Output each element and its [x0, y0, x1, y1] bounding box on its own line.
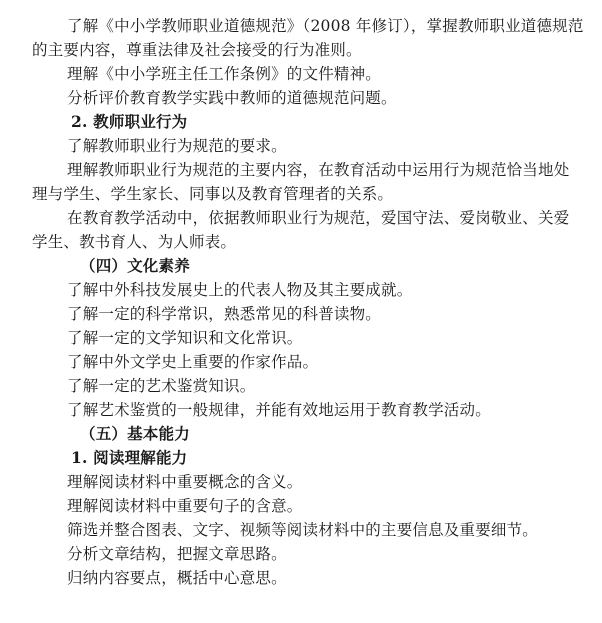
text-line: 了解教师职业行为规范的要求。 — [67, 137, 287, 155]
text-line: 理解教师职业行为规范的主要内容，在教育活动中运用行为规范恰当地处 — [67, 161, 570, 179]
text-line: 理与学生、学生家长、同事以及教育管理者的关系。 — [32, 185, 394, 203]
text-line: 理解《中小学班主任工作条例》的文件精神。 — [67, 65, 382, 83]
section-heading: 1. 阅读理解能力 — [71, 448, 188, 467]
text-line: 归纳内容要点，概括中心意思。 — [67, 569, 287, 587]
text-line: 了解《中小学教师职业道德规范》（2008 年修订），掌握教师职业道德规范 — [67, 17, 584, 35]
text-line: 理解阅读材料中重要句子的含意。 — [67, 497, 303, 515]
text-line: 学生、教书育人、为人师表。 — [32, 233, 237, 251]
section-heading: 2. 教师职业行为 — [71, 112, 188, 131]
text-line: 了解一定的艺术鉴赏知识。 — [67, 377, 256, 395]
section-heading: （五）基本能力 — [80, 424, 190, 443]
text-line: 了解中外文学史上重要的作家作品。 — [67, 353, 319, 371]
text-line: 筛选并整合图表、文字、视频等阅读材料中的主要信息及重要细节。 — [67, 521, 539, 539]
text-line: 了解一定的科学常识，熟悉常见的科普读物。 — [67, 305, 382, 323]
section-heading: （四）文化素养 — [80, 256, 190, 275]
text-line: 的主要内容，尊重法律及社会接受的行为准则。 — [32, 41, 362, 59]
text-line: 了解艺术鉴赏的一般规律，并能有效地运用于教育教学活动。 — [67, 401, 491, 419]
text-line: 分析文章结构，把握文章思路。 — [67, 545, 287, 563]
text-line: 了解中外科技发展史上的代表人物及其主要成就。 — [67, 281, 413, 299]
text-line: 分析评价教育教学实践中教师的道德规范问题。 — [67, 89, 397, 107]
document-body — [0, 14, 602, 590]
text-line: 理解阅读材料中重要概念的含义。 — [67, 473, 303, 491]
text-line: 了解一定的文学知识和文化常识。 — [67, 329, 303, 347]
text-line: 在教育教学活动中，依据教师职业行为规范，爱国守法、爱岗敬业、关爱 — [67, 209, 570, 227]
